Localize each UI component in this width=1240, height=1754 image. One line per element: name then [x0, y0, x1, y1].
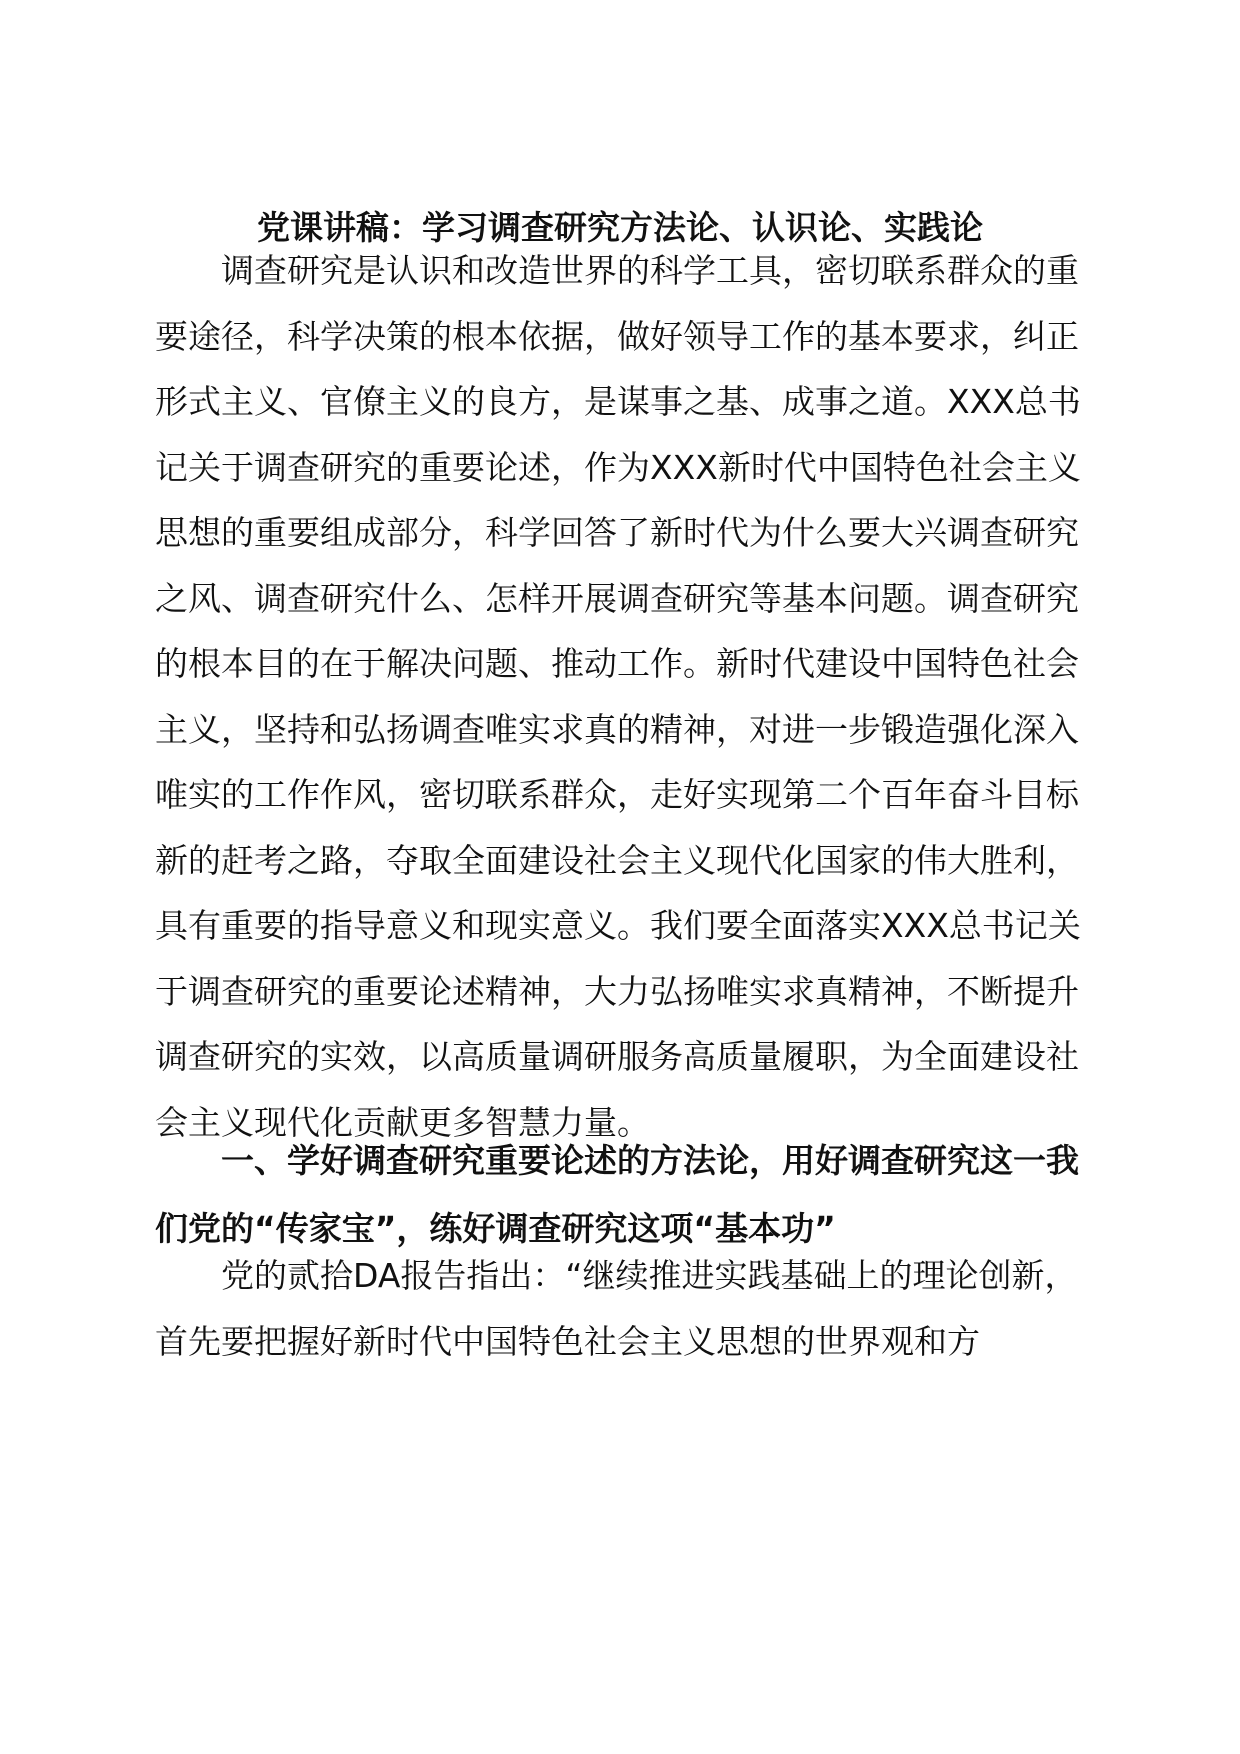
document-title: 党课讲稿：学习调查研究方法论、认识论、实践论 — [257, 208, 983, 247]
section-1-paragraph: 党的贰拾DA报告指出：“继续推进实践基础上的理论创新，首先要把握好新时代中国特色社会主义思想的世界观和方 — [155, 1256, 1078, 1361]
intro-paragraph: 调查研究是认识和改造世界的科学工具，密切联系群众的重要途径，科学决策的根本依据，做好领导工作的基本要求，纠正形式主义、官僚主义的良方，是谋事之基、成事之道。XXX总书记关于调查研究的重要论述，作为XXX新时代中国特色社会主义思想的重要组成部分，科学回答了新时代为什么要大兴调查研究之风、调查研究什么、怎样开展调查研究等基本问题。调查研究的根本目的在于解决问题、推动工作。新时代建设中国特色社会主义，坚持和弘扬调查唯实求真的精神，对进一步锻造强化深入唯实的工作作风，密切联系群众，走好实现第二个百年奋斗目标新的赶考之路，夺取全面建设社会主义现代化国家的伟大胜利，具有重要的指导意义和现实意义。我们要全面落实XXX总书记关于调查研究的重要论述精神，大力弘扬唯实求真精神，不断提升调查研究的实效，以高质量调研服务高质量履职，为全面建设社会主义现代化贡献更多智慧力量。 — [155, 251, 1081, 1142]
section-heading-1: 一、学好调查研究重要论述的方法论，用好调查研究这一我们党的“传家宝”，练好调查研究这项“基本功” — [155, 1141, 1079, 1248]
